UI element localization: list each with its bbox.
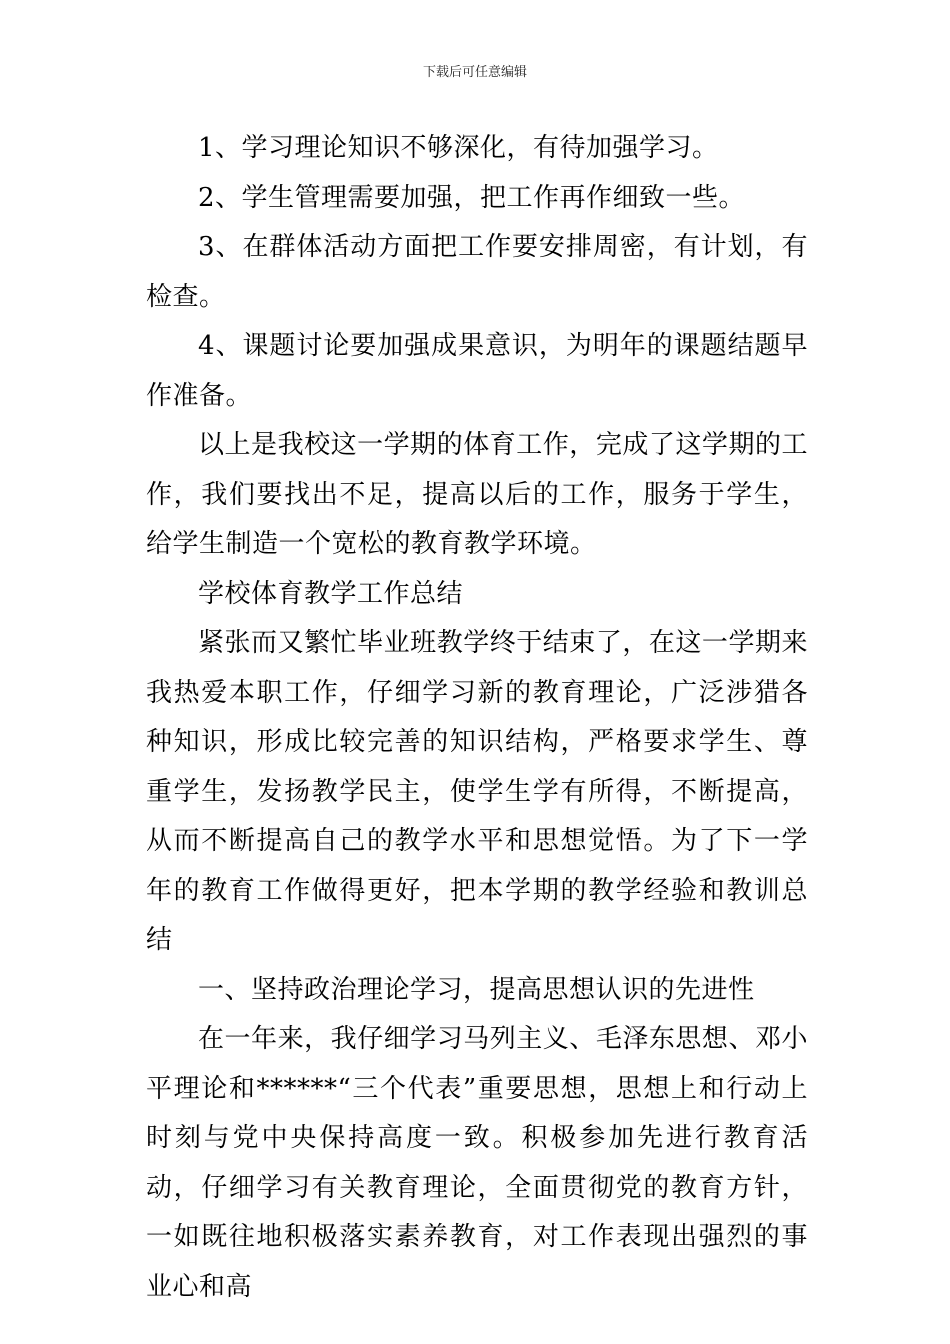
paragraph-politics: 在一年来，我仔细学习马列主义、毛泽东思想、邓小平理论和******“三个代表”重要思想，思想上和行动上时刻与党中央保持高度一致。积极参加先进行教育活动，仔细学习有关教育理论，全面贯彻党的教育方针，一如既往地积极落实素养教育，对工作表现出强烈的事业心和高 [146, 1024, 808, 1302]
section-title: 学校体育教学工作总结 [198, 578, 464, 609]
paragraph-summary: 以上是我校这一学期的体育工作，完成了这学期的工作，我们要找出不足，提高以后的工作，服务于学生，给学生制造一个宽松的教育教学环境。 [146, 430, 808, 559]
paragraph-intro: 紧张而又繁忙毕业班教学终于结束了，在这一学期来我热爱本职工作，仔细学习新的教育理论，广泛涉猎各种知识，形成比较完善的知识结构，严格要求学生、尊重学生，发扬教学民主，使学生学有所得，不断提高，从而不断提高自己的教学水平和思想觉悟。为了下一学年的教育工作做得更好，把本学期的教学经验和教训总结 [146, 628, 808, 955]
section-heading-1: 一、坚持政治理论学习，提高思想认识的先进性 [198, 974, 755, 1005]
paragraph-item-4: 4、课题讨论要加强成果意识，为明年的课题结题早作准备。 [146, 331, 808, 411]
document-body [146, 124, 808, 1312]
page-header: 下载后可任意编辑 [422, 65, 527, 80]
paragraph-item-2: 2、学生管理需要加强，把工作再作细致一些。 [198, 182, 746, 213]
paragraph-item-1: 1、学习理论知识不够深化，有待加强学习。 [198, 133, 719, 163]
paragraph-item-3: 3、在群体活动方面把工作要安排周密，有计划，有检查。 [146, 232, 808, 312]
